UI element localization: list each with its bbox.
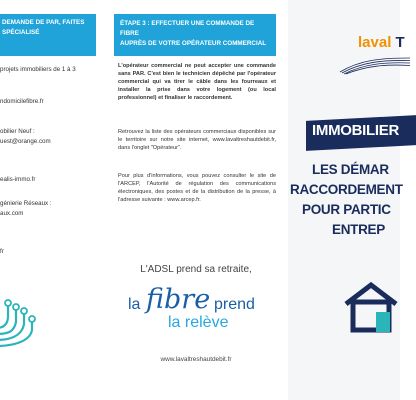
fibre-logo-word: fibre (146, 284, 211, 315)
fibre-optic-icon (0, 292, 40, 352)
operators-list-paragraph: Retrouvez la liste des opérateurs commerciaux disponibles sur le territoire sur notre site internet, www.lavaltreshautdebit.fr, dans l'onglet "Opérateur". (118, 129, 276, 151)
left-panel (0, 0, 104, 400)
laval-logo-text: laval (358, 34, 392, 51)
cover-title-line-1: LES DÉMAR (312, 162, 389, 177)
immobilier-title: IMMOBILIER (312, 122, 399, 139)
left-text-line: projets immobiliers de 1 à 3 (0, 66, 76, 73)
cover-title-line-2: RACCORDEMENT (290, 182, 403, 197)
left-header-line-1: DEMANDE DE PAR, FAITES (2, 19, 85, 26)
laval-logo (358, 34, 405, 51)
left-text-line: génierie Réseaux : (0, 200, 52, 207)
fibre-logo-prend: prend (214, 296, 255, 313)
left-link[interactable]: ndomicilefibre.fr (0, 98, 44, 105)
arcep-paragraph: Pour plus d'informations, vous pouvez consulter le site de l'ARCEP, l'Autorité de régulation des communications électroniques, des postes et de la distribution de la presse, à l'adresse suivante : www.arcep.fr. (118, 173, 276, 203)
step-3-title-line-1: ÉTAPE 3 : EFFECTUER UNE COMMANDE DE FIBRE (120, 20, 255, 37)
laval-logo-stripes-icon (340, 54, 410, 74)
left-link[interactable]: ealis-immo.fr (0, 176, 36, 183)
left-link[interactable]: fr (0, 248, 4, 255)
left-header-line-2: SPÉCIALISÉ (2, 29, 40, 36)
left-text-line: obilier Neuf : (0, 128, 35, 135)
fibre-logo-releve: la relève (168, 314, 229, 331)
operator-paragraph: L'opérateur commercial ne peut accepter une commande sans PAR. C'est bien le technicien dépêché par l'opérateur commercial qui va tirer le câble dans les fourreaux et installer la prise dans votre logement (ou local professionnel) et finaliser le raccordement. (118, 63, 276, 101)
cover-title-line-3: POUR PARTIC (302, 202, 391, 217)
laval-logo-t: T (395, 34, 405, 51)
adsl-tagline: L'ADSL prend sa retraite, (140, 264, 252, 275)
left-step-header (0, 14, 96, 56)
right-cover-panel (288, 0, 405, 400)
fibre-logo-la: la (128, 296, 141, 313)
left-link[interactable]: aux.com (0, 210, 24, 217)
left-email[interactable]: uest@orange.com (0, 138, 51, 145)
website-link[interactable]: www.lavaltreshautdebit.fr (160, 356, 232, 363)
house-icon (342, 282, 400, 332)
cover-title-line-4: ENTREP (332, 222, 385, 237)
fibre-slogan-logo (128, 284, 268, 336)
step-3-header (114, 14, 276, 56)
middle-panel (104, 0, 288, 400)
step-3-title-line-2: AUPRÈS DE VOTRE OPÉRATEUR COMMERCIAL (120, 40, 267, 47)
